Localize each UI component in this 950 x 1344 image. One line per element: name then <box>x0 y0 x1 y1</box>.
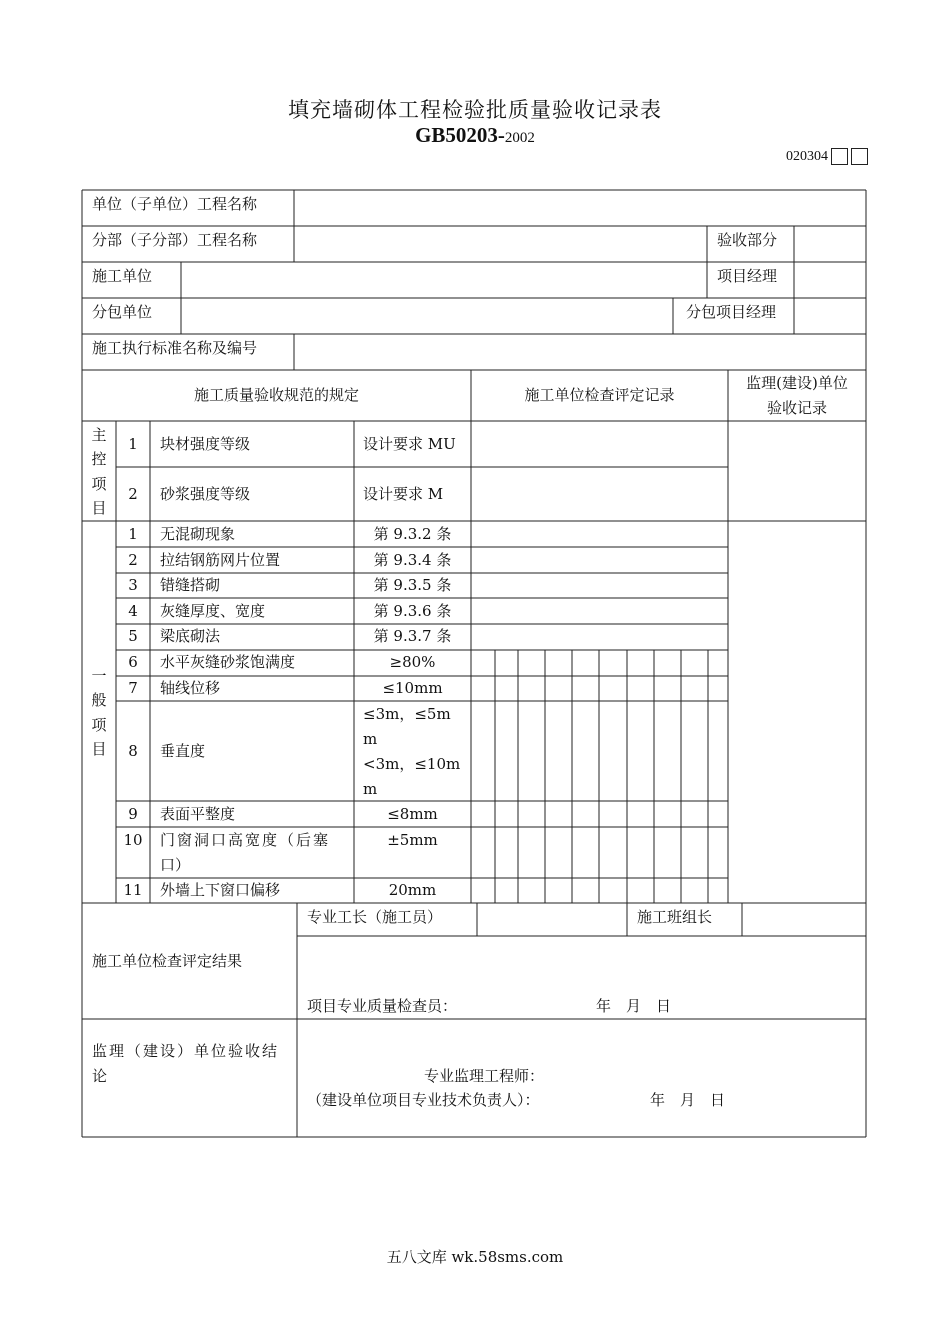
general-item-name: 错缝搭砌 <box>160 576 221 594</box>
conclusion-date-label: 年 月 日 <box>650 1091 726 1109</box>
spec-column-header: 施工质量验收规范的规定 <box>193 386 359 404</box>
general-item-requirement: ≤8mm <box>387 805 438 823</box>
general-item-number: 3 <box>128 576 138 594</box>
page-title: 填充墙砌体工程检验批质量验收记录表 <box>288 98 662 122</box>
supervision-column-header-line1: 监理(建设)单位 <box>746 374 848 392</box>
general-item-requirement-line: m <box>363 780 378 798</box>
general-item-name-line: 口） <box>160 856 191 874</box>
main-control-group-char: 主 <box>91 426 107 444</box>
owner-label: （建设单位项目专业技术负责人）： <box>307 1091 540 1109</box>
general-item-number: 6 <box>128 653 138 671</box>
construction-unit-label: 施工单位 <box>92 267 153 285</box>
general-item-requirement-line: <3m，≤10m <box>363 755 461 773</box>
general-item-requirement: ≤10mm <box>382 679 443 697</box>
subcontract-unit-label: 分包单位 <box>92 303 153 321</box>
unit-project-label: 单位（子单位）工程名称 <box>92 195 258 213</box>
general-item-name: 表面平整度 <box>160 805 236 823</box>
general-item-requirement: ≥80% <box>389 653 436 671</box>
general-item-name: 拉结钢筋网片位置 <box>160 551 281 569</box>
standard-dash: - <box>497 123 505 147</box>
supervision-column-header-line2: 验收记录 <box>766 399 827 417</box>
general-group-char: 般 <box>91 691 107 709</box>
general-item-requirement-line: m <box>363 730 378 748</box>
acceptance-part-label: 验收部分 <box>717 231 778 249</box>
main-item-name: 块材强度等级 <box>160 435 251 453</box>
main-item-name: 砂浆强度等级 <box>160 485 251 503</box>
general-item-number: 5 <box>128 627 138 645</box>
standard-label: 施工执行标准名称及编号 <box>92 339 258 357</box>
inspector-label: 项目专业质量检查员： <box>307 997 458 1015</box>
conclusion-label-line2: 论 <box>92 1067 108 1085</box>
form-code-number: 020304 <box>786 149 828 164</box>
general-item-number: 4 <box>128 602 138 620</box>
general-item-name: 垂直度 <box>160 742 206 760</box>
main-control-group-char: 项 <box>91 475 107 493</box>
general-item-requirement: 第 9.3.6 条 <box>373 602 452 620</box>
general-item-name: 外墙上下窗口偏移 <box>160 881 281 899</box>
general-item-number: 1 <box>128 525 138 543</box>
general-group-char: 一 <box>91 667 107 685</box>
general-group-char: 项 <box>91 716 107 734</box>
general-item-name: 灰缝厚度、宽度 <box>160 602 266 620</box>
subcontract-manager-label: 分包项目经理 <box>686 303 777 321</box>
general-item-requirement: 第 9.3.2 条 <box>373 525 452 543</box>
main-control-group-char: 目 <box>91 499 107 517</box>
main-item-requirement: 设计要求 MU <box>363 435 456 453</box>
main-item-number: 2 <box>128 485 138 503</box>
general-item-name: 轴线位移 <box>160 679 221 697</box>
general-item-requirement-line: ≤3m，≤5m <box>363 705 451 723</box>
general-item-requirement: ±5mm <box>387 831 438 849</box>
foreman-label: 专业工长（施工员） <box>307 908 443 926</box>
general-item-name: 水平灰缝砂浆饱满度 <box>160 653 296 671</box>
general-item-requirement: 第 9.3.7 条 <box>373 627 452 645</box>
main-control-group-char: 控 <box>91 450 107 468</box>
general-item-number: 2 <box>128 551 138 569</box>
general-item-number: 10 <box>123 831 143 849</box>
result-date-label: 年 月 日 <box>596 997 672 1015</box>
general-item-number: 7 <box>128 679 138 697</box>
footer-watermark: 五八文库 wk.58sms.com <box>386 1248 564 1266</box>
main-item-requirement: 设计要求 M <box>363 485 444 503</box>
engineer-label: 专业监理工程师： <box>424 1067 545 1085</box>
standard-year: 2002 <box>504 130 535 146</box>
team-leader-label: 施工班组长 <box>637 908 713 926</box>
general-item-number: 8 <box>128 742 138 760</box>
general-item-requirement: 20mm <box>388 881 437 899</box>
result-label: 施工单位检查评定结果 <box>92 952 243 970</box>
general-item-name: 无混砌现象 <box>160 525 236 543</box>
general-item-requirement: 第 9.3.5 条 <box>373 576 452 594</box>
general-item-name-line: 门窗洞口高宽度（后塞 <box>160 831 331 849</box>
general-item-requirement: 第 9.3.4 条 <box>373 551 452 569</box>
general-item-number: 9 <box>128 805 138 823</box>
sub-project-label: 分部（子分部）工程名称 <box>92 231 258 249</box>
check-record-column-header: 施工单位检查评定记录 <box>524 386 675 404</box>
general-item-name: 梁底砌法 <box>160 627 221 645</box>
conclusion-label-line1: 监理（建设）单位验收结 <box>92 1042 280 1060</box>
standard-number: GB50203 <box>415 123 498 147</box>
project-manager-label: 项目经理 <box>717 267 778 285</box>
general-item-number: 11 <box>123 881 143 899</box>
general-group-char: 目 <box>91 740 107 758</box>
main-item-number: 1 <box>128 435 138 453</box>
